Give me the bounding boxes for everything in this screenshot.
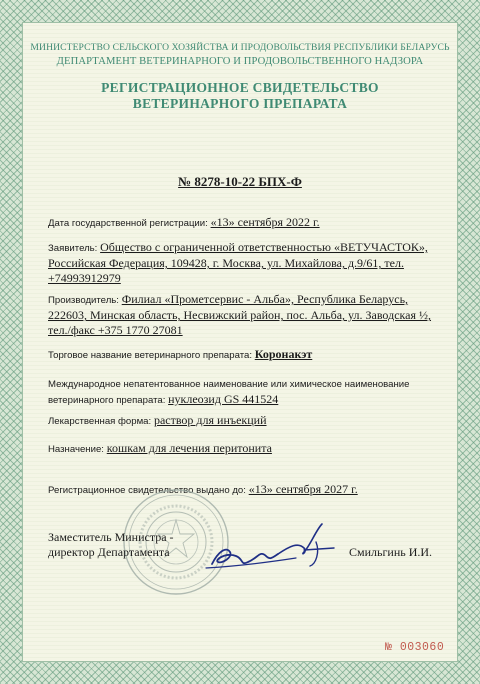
applicant-label: Заявитель:	[48, 243, 98, 254]
purpose-label: Назначение:	[48, 444, 104, 455]
manufacturer-line2: 222603, Минская область, Несвижский район, пос. Альба, ул. Заводская ½,	[48, 308, 432, 323]
valid-until-row	[48, 482, 448, 498]
applicant-row	[48, 240, 448, 287]
document-title-line2: ВЕТЕРИНАРНОГО ПРЕПАРАТА	[132, 96, 348, 111]
purpose-value: кошкам для лечения перитонита	[106, 441, 272, 455]
document-title-line1: РЕГИСТРАЦИОННОЕ СВИДЕТЕЛЬСТВО	[101, 80, 379, 95]
signatory-position	[48, 530, 174, 560]
purpose-row	[48, 441, 448, 457]
department-heading: ДЕПАРТАМЕНТ ВЕТЕРИНАРНОГО И ПРОДОВОЛЬСТВЕННОГО НАДЗОРА	[56, 56, 424, 67]
valid-until-label: Регистрационное свидетельство выдано до:	[48, 485, 246, 496]
inn-label-line1: Международное непатентованное наименование или химическое наименование	[48, 379, 410, 390]
registration-date-row	[48, 215, 448, 231]
trade-name-value: Коронакэт	[254, 347, 313, 361]
dosage-form-value: раствор для инъекций	[153, 413, 267, 427]
ministry-heading: МИНИСТЕРСТВО СЕЛЬСКОГО ХОЗЯЙСТВА И ПРОДОВОЛЬСТВИЯ РЕСПУБЛИКИ БЕЛАРУСЬ	[30, 42, 450, 53]
valid-until-value: «13» сентября 2027 г.	[248, 482, 358, 496]
serial-number	[385, 641, 444, 654]
applicant-line1: Общество с ограниченной ответственностью «ВЕТУЧАСТОК»,	[100, 240, 428, 254]
inn-value: нуклеозид GS 441524	[168, 392, 279, 407]
manufacturer-label: Производитель:	[48, 295, 119, 306]
dosage-form-label: Лекарственная форма:	[48, 416, 152, 427]
certificate-number: № 8278-10-22 БПХ-Ф	[178, 174, 302, 189]
trade-name-row	[48, 347, 448, 363]
inn-label-line2: ветеринарного препарата:	[48, 395, 166, 407]
serial-value: 003060	[399, 641, 445, 654]
signatory-position-line2: директор Департамента	[48, 545, 170, 559]
applicant-line2: Российская Федерация, 109428, г. Москва, ул. Михайлова, д.9/61, тел.	[48, 256, 404, 271]
manufacturer-line3: тел./факс +375 1770 27081	[48, 323, 183, 338]
applicant-line3: +74993912979	[48, 271, 121, 286]
handwritten-signature	[200, 512, 340, 582]
registration-date-label: Дата государственной регистрации:	[48, 218, 208, 229]
signatory-position-line1: Заместитель Министра -	[48, 530, 174, 544]
registration-date-value: «13» сентября 2022 г.	[210, 215, 320, 229]
inn-row	[48, 377, 448, 408]
signatory-name: Смильгинь И.И.	[349, 545, 433, 559]
serial-prefix: №	[385, 641, 393, 654]
manufacturer-row	[48, 292, 448, 339]
dosage-form-row	[48, 413, 448, 429]
manufacturer-line1: Филиал «Прометсервис - Альба», Республика Беларусь,	[121, 292, 409, 306]
trade-name-label: Торговое название ветеринарного препарата:	[48, 350, 252, 361]
